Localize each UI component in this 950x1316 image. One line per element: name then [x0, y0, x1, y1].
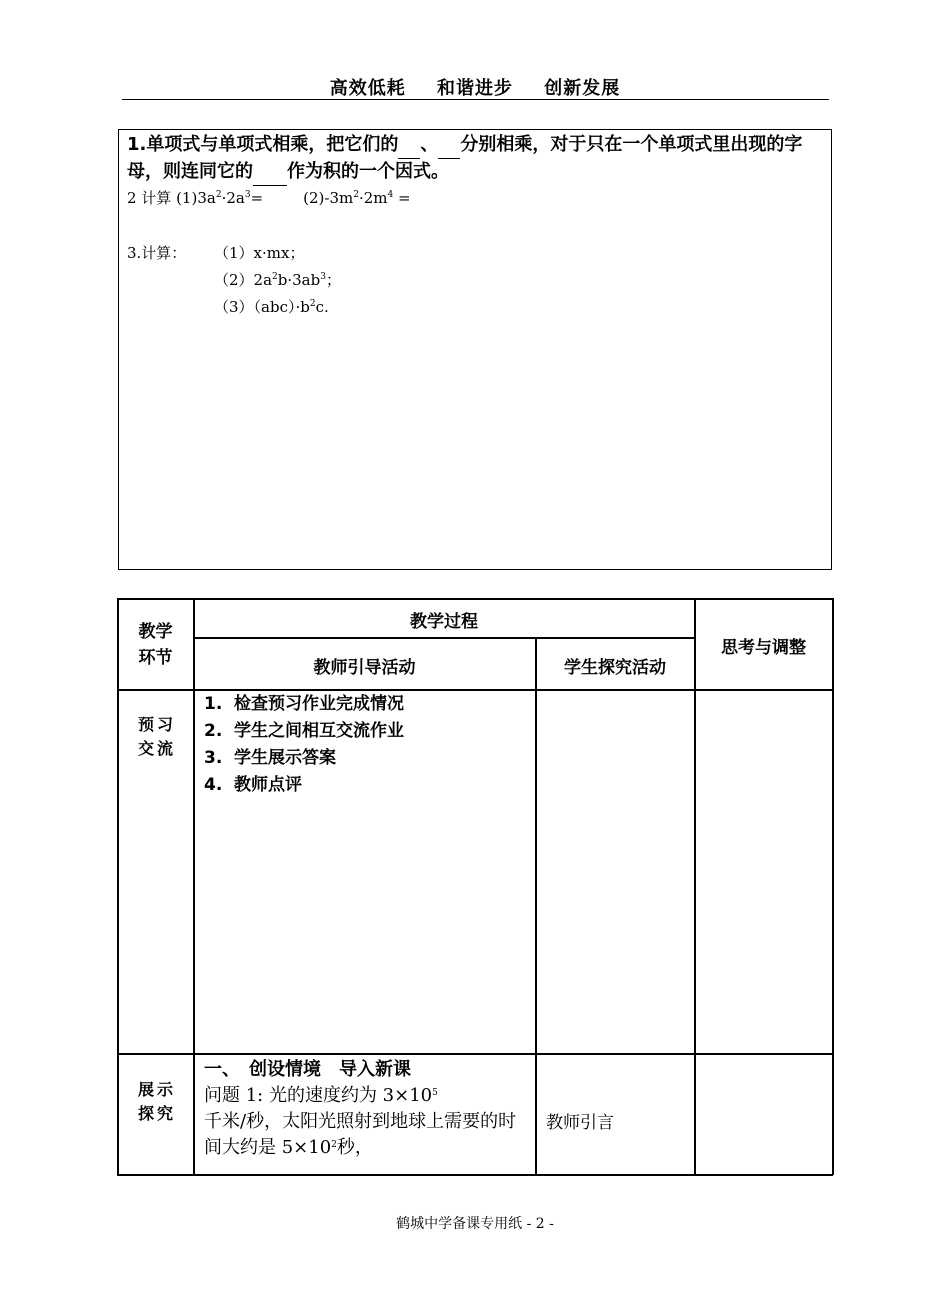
question-3-label: 3.计算： — [127, 244, 187, 262]
list-item — [204, 718, 404, 745]
exponent: 2 — [353, 190, 359, 200]
table-border — [832, 598, 834, 1175]
question-3-item-2 — [214, 270, 341, 290]
q3-text: b·3ab — [277, 271, 321, 289]
list-text: 检查预习作业完成情况 — [234, 694, 404, 714]
header-reflection: 思考与调整 — [721, 638, 806, 658]
list-number: 3. — [204, 748, 223, 768]
question-3-item-1: （1）x·mx； — [214, 244, 305, 262]
q3-text: c. — [315, 298, 329, 316]
header-stage-line: 教学 — [138, 622, 173, 642]
problem-text: 秒， — [336, 1137, 373, 1158]
list-text: 教师点评 — [234, 775, 302, 795]
page-footer: 鹤城中学备课专用纸 - 2 - — [396, 1216, 554, 1232]
list-text: 学生展示答案 — [234, 748, 336, 768]
header-process: 教学过程 — [410, 612, 478, 632]
stage-preview-exchange — [132, 713, 182, 761]
list-number: 4. — [204, 775, 223, 795]
problem-text: 千米/秒，太阳光照射到地球上需要的时间大约是 5×10 — [204, 1111, 517, 1158]
q3-text: （3）（abc）·b — [214, 298, 310, 316]
table-border — [193, 637, 695, 639]
header-motto-2: 和谐进步 — [437, 78, 513, 99]
exponent: 5 — [432, 1088, 438, 1098]
table-border — [117, 1174, 833, 1176]
stage-line: 预习 — [137, 715, 176, 734]
exponent: 4 — [387, 190, 394, 200]
problem-text: 问题 1: 光的速度约为 3×10 — [204, 1085, 433, 1106]
section-title: 一、 创设情境 导入新课 — [204, 1059, 411, 1080]
stage-line: 探究 — [137, 1104, 176, 1123]
q2-text: ·2m — [358, 189, 388, 207]
table-border — [117, 598, 833, 600]
exponent: 2 — [331, 1140, 337, 1150]
exercise-box — [118, 129, 832, 570]
q2-text: = — [393, 189, 411, 207]
problem-1 — [204, 1083, 534, 1161]
header-stage-line: 环节 — [138, 648, 173, 668]
header-motto-3: 创新发展 — [544, 78, 621, 99]
table-border — [694, 598, 696, 1175]
q1-text: 1.单项式与单项式相乘，把它们的 — [127, 134, 399, 155]
list-text: 学生之间相互交流作业 — [234, 721, 404, 741]
q2-text: 2 计算 (1)3a — [127, 189, 216, 207]
page-header — [0, 74, 950, 100]
teacher-activity-list — [204, 691, 404, 799]
q2-text: (2)-3m — [303, 189, 354, 207]
exponent: 2 — [215, 190, 222, 200]
table-border — [117, 598, 119, 1175]
q1-separator: 、 — [420, 134, 439, 155]
fill-blank — [253, 159, 287, 186]
q3-text: ； — [325, 271, 341, 289]
list-number: 2. — [204, 721, 223, 741]
header-rule — [122, 99, 829, 100]
header-student-activity: 学生探究活动 — [564, 658, 666, 678]
q1-text: 作为积的一个因式。 — [287, 161, 449, 182]
list-item — [204, 745, 404, 772]
q2-text: ·2a — [221, 189, 245, 207]
stage-line: 展示 — [137, 1080, 176, 1099]
header-motto-1: 高效低耗 — [329, 78, 406, 99]
exponent: 3 — [244, 190, 251, 200]
fill-blank — [438, 132, 460, 159]
q3-text: （2）2a — [214, 271, 273, 289]
question-1 — [127, 132, 827, 186]
q1-text: 分别相乘，对于只在一个单项式里出现的字母，则连同它的 — [127, 134, 803, 182]
exponent: 2 — [309, 299, 316, 309]
question-3-item-3 — [214, 297, 329, 317]
list-number: 1. — [204, 694, 223, 714]
list-item — [204, 772, 404, 799]
stage-line: 交流 — [137, 739, 176, 758]
table-border — [535, 637, 537, 1175]
q2-text: = — [250, 189, 264, 207]
exponent: 2 — [272, 272, 278, 282]
header-teacher-activity: 教师引导活动 — [313, 658, 416, 678]
fill-blank — [398, 132, 420, 159]
list-item — [204, 691, 404, 718]
question-2 — [127, 188, 411, 208]
table-border — [193, 598, 195, 1175]
student-activity: 教师引言 — [546, 1113, 614, 1133]
stage-show-explore — [132, 1078, 182, 1126]
exponent: 3 — [320, 272, 326, 282]
header-stage — [118, 619, 193, 671]
